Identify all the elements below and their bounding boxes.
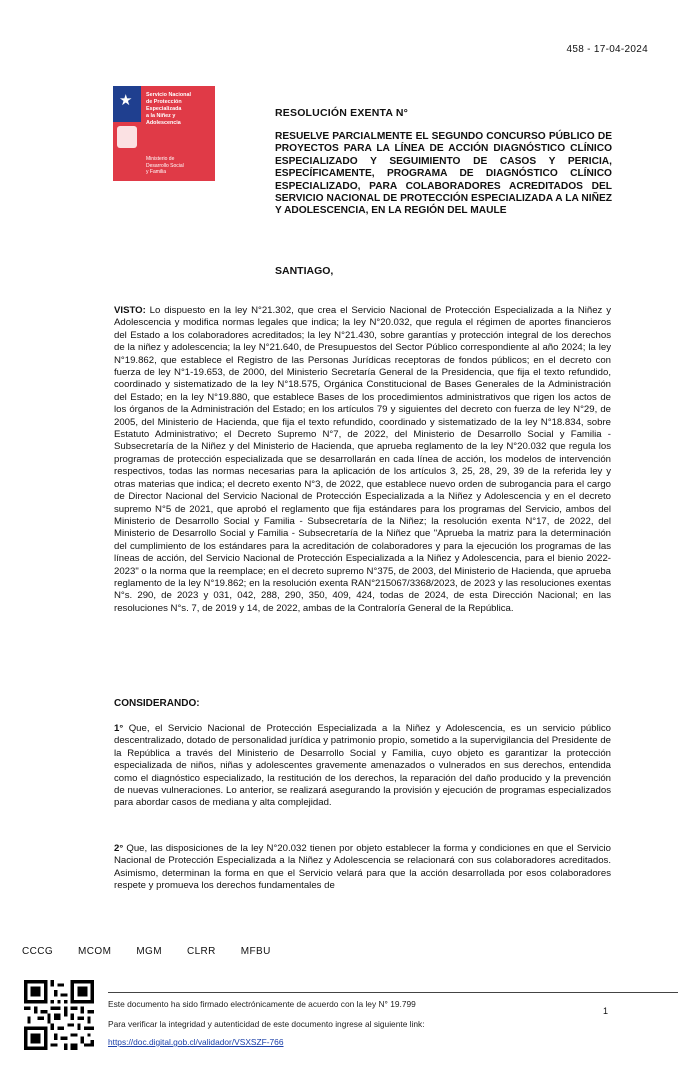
- visto-paragraph: [114, 305, 611, 615]
- considerando-item: [114, 723, 611, 810]
- considerando-item: [114, 843, 611, 893]
- star-icon: ★: [119, 92, 133, 109]
- logo-org-line: Servicio Nacional: [146, 92, 191, 98]
- visto-text: Lo dispuesto en la ley N°21.302, que crea el Servicio Nacional de Protección Especializada a la Niñez y Adolescencia y modifica normas legales que indica; la ley N°20.032, que regula el régimen de aportes financieros del Estado a los colaboradores acreditados; la ley N°21.430, sobre garantías y protección integral de los derechos de la niñez y adolescencia; la ley N°21.640, de Presupuestos del Sector Público correspondiente al año 2024; la ley N°19.862, que establece el Registro de las Personas Jurídicas receptoras de fondos públicos; en el decreto con fuerza de ley N°1-19.653, de 2000, del Ministerio Secretaría General de la Presidencia, que fija el texto refundido, coordinado y sistematizado de la ley N°18.575, Orgánica Constitucional de Bases Generales de la Administración del Estado; en la ley N°19.880, que establece Bases de los procedimientos administrativos que rigen los actos de los órganos de la Administración del Estado; en los artículos 79 y siguientes del decreto con fuerza de ley N°29, de 2005, del Ministerio de Hacienda, que fija el texto refundido, coordinado y sistematizado de la ley N°18.834, sobre Estatuto Administrativo; el Decreto Supremo N°7, de 2022, del Ministerio de Desarrollo Social y Familia - Subsecretaría de la Niñez y del Ministerio de Hacienda, que aprueba reglamento de la ley N°20.032 que regula los programas de protección especializada que se desarrollarán en cada línea de acción, los modelos de intervención respectivos, todas las normas necesarias para la aplicación de los artículos 3, 25, 28, 29, 39 de la referida ley y otras materias que indica; el decreto exento N°3, de 2022, que establece nuevo orden de subrogancia para el cargo de Director Nacional del Servicio Nacional de Protección Especializada a la Niñez y Adolescencia y en el decreto supremo N°5 de 2021, que aprobó el reglamento que fija estándares para los programas del Servicio, ambos del Ministerio de Desarrollo Social y Familia - Subsecretaría de la Niñez; la resolución exenta N°17, de 2022, del Ministerio de Desarrollo Social y Familia - Subsecretaría de la Niñez que "Aprueba la matriz para la determinación del cumplimiento de los estándares para la acreditación de colaboradores y para la ejecución los programas de las líneas de acción, del Servicio Nacional de Protección Especializada a la Niñez y Adolescencia, para el bienio 2022-2023" o la norma que la reemplace; en el decreto supremo N°375, de 2003, del Ministerio de Hacienda, que aprueba reglamento de la ley N°19.862; en la resolución exenta RAN°215067/3368/2023, de 2023 y las resoluciones exentas N°s. 290, de 2023 y 031, 042, 288, 290, 350, 409, 424, todas de 2024, de esta Dirección Nacional; en las resoluciones N°s. 7, de 2019 y 14, de 2022, ambas de la Contraloría General de la República.: [114, 305, 611, 614]
- page-number: 1: [603, 1006, 609, 1016]
- city-line: SANTIAGO,: [275, 265, 334, 277]
- logo-org-line: de Protección: [146, 99, 182, 105]
- initials-item: MCOM: [78, 946, 112, 957]
- institution-logo: [113, 86, 215, 181]
- initials-item: MGM: [136, 946, 162, 957]
- footer-verify-link[interactable]: https://doc.digital.gob.cl/validador/VSXSZF-766: [108, 1037, 284, 1047]
- resolution-subject: RESUELVE PARCIALMENTE EL SEGUNDO CONCURSO PÚBLICO DE PROYECTOS PARA LA LÍNEA DE ACCIÓN DIAGNÓSTICO CLÍNICO ESPECIALIZADO Y SEGUIMIENTO DE CASOS Y PERICIA, ESPECÍFICAMENTE, PROGRAMA DE DIAGNÓSTICO CLÍNICO ESPECIALIZADO, PARA COLABORADORES ACREDITADOS DEL SERVICIO NACIONAL DE PROTECCIÓN ESPECIALIZADA A LA NIÑEZ Y ADOLESCENCIA, EN LA REGIÓN DEL MAULE: [275, 131, 612, 217]
- logo-gov-line: Ministerio de: [146, 156, 175, 162]
- considerando-item-label: 1°: [114, 723, 124, 734]
- logo-org-line: a la Niñez y: [146, 113, 176, 119]
- document-reference: 458 - 17-04-2024: [566, 44, 648, 55]
- visto-label: VISTO:: [114, 305, 146, 316]
- considerando-item-label: 2°: [114, 843, 124, 854]
- considerando-heading: CONSIDERANDO:: [114, 698, 200, 709]
- emblem-icon: [117, 126, 137, 148]
- resolution-title: RESOLUCIÓN EXENTA N°: [275, 107, 409, 119]
- logo-gov-line: y Familia: [146, 169, 167, 175]
- footer-divider: [108, 992, 678, 993]
- qr-code-icon: [24, 980, 94, 1050]
- logo-org-line: Especializada: [146, 106, 182, 112]
- initials-item: CLRR: [186, 946, 216, 957]
- initials-item: MFBU: [240, 946, 271, 957]
- considerando-item-text: Que, las disposiciones de la ley N°20.032 tienen por objeto establecer la forma y condiciones en que el Servicio Nacional de Protección Especializada a la Niñez y Adolescencia se relacionará con sus colaboradores acreditados. Asimismo, determinan la forma en que el Servicio velará para que la acción desarrollada por esos colaboradores respete y promueva los derechos fundamentales de: [114, 843, 611, 892]
- initials-item: CCCG: [22, 946, 54, 957]
- considerando-item-text: Que, el Servicio Nacional de Protección Especializada a la Niñez y Adolescencia, es un servicio público descentralizado, dotado de personalidad jurídica y patrimonio propio, sometido a la supervigilancia del Presidente de la República a través del Ministerio de Desarrollo Social y Familia, cuyo objeto es garantizar la protección especializada de niños, niñas y adolescentes gravemente amenazados o vulnerados en sus derechos, entendida como el diagnóstico especializado, la restitución de los derechos, la reparación del daño producido y la prevención de nuevas vulneraciones. Lo anterior, se realizará asegurando la provisión y ejecución de programas especializados para abordar casos de mediana y alta complejidad.: [114, 723, 611, 809]
- logo-org-line: Adolescencia: [146, 120, 181, 126]
- logo-gov-line: Desarrollo Social: [146, 162, 184, 169]
- initials-row: [22, 946, 271, 957]
- footer-signature-note: Este documento ha sido firmado electrónicamente de acuerdo con la ley N° 19.799: [108, 999, 416, 1009]
- footer-verify-note: Para verificar la integridad y autenticidad de este documento ingrese al siguiente link:: [108, 1019, 425, 1029]
